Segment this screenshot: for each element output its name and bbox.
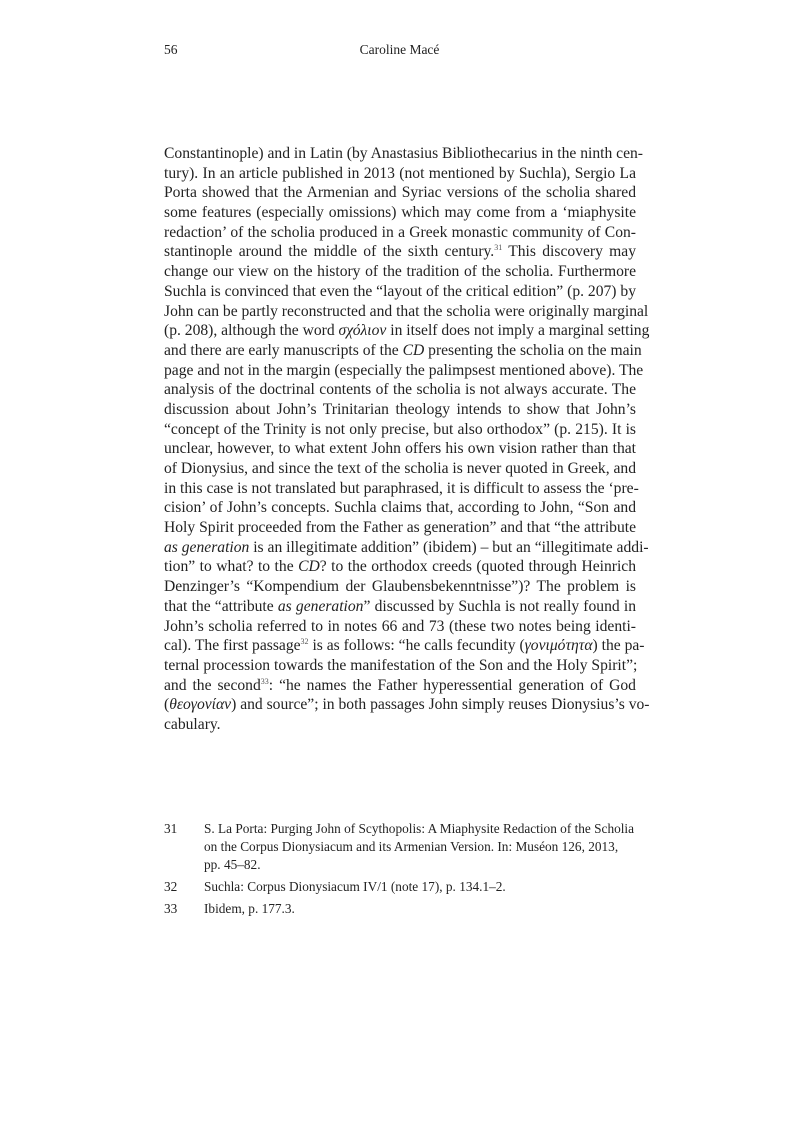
- text-line: [164, 282, 636, 302]
- text-line: [164, 617, 636, 637]
- text-run: page and not in the margin (especially the palimpsest mentioned above). The: [164, 361, 644, 379]
- footnote-text: Ibidem, p. 177.3.: [204, 901, 295, 916]
- text-run: Holy Spirit proceeded from the Father as generation” and that “the attribute: [164, 519, 636, 537]
- text-line: [164, 223, 636, 243]
- text-line: [164, 262, 636, 282]
- text-line: [164, 538, 649, 558]
- text-run: Constantinople) and in Latin (by Anastasius Bibliothecarius in the ninth cen-: [164, 145, 643, 162]
- text-line: [164, 557, 636, 577]
- text-run: ” discussed by Suchla is not really found in: [363, 597, 637, 615]
- text-run: change our view on the history of the tradition of the scholia. Furthermore: [164, 263, 636, 281]
- text-run: ) and source”; in both passages John simply reuses Dionysius’s vo-: [231, 696, 650, 714]
- text-line: [164, 498, 636, 518]
- text-run: tion” to what? to the: [164, 558, 299, 576]
- text-line: [164, 636, 645, 656]
- footnote-number: 33: [164, 901, 178, 916]
- footnote-number: 32: [164, 879, 178, 894]
- text-line: [164, 341, 642, 361]
- text-line: [164, 144, 643, 164]
- text-line: [164, 577, 636, 597]
- text-run: unclear, however, to what extent John offers his own vision rather than that: [164, 440, 636, 458]
- text-line: [164, 597, 636, 617]
- italic-text: σχόλιον: [338, 322, 387, 340]
- text-line: [164, 479, 639, 499]
- footnotes: [164, 820, 636, 922]
- text-run: cabulary.: [164, 715, 221, 733]
- text-run: stantinople around the middle of the sixth century.: [164, 243, 495, 261]
- text-line: [164, 420, 636, 440]
- text-run: John’s scholia referred to in notes 66 and 73 (these two notes being identi-: [164, 617, 636, 635]
- text-run: tury). In an article published in 2013 (not mentioned by Suchla), Sergio La: [164, 164, 636, 182]
- italic-text: CD: [298, 558, 320, 576]
- text-run: cision’ of John’s concepts. Suchla claims that, according to John, “Son and: [164, 499, 636, 517]
- text-run: redaction’ of the scholia produced in a Greek monastic community of Con-: [164, 223, 636, 241]
- text-run: ? to the orthodox creeds (quoted through Heinrich: [319, 558, 637, 576]
- text-run: ) the pa-: [592, 637, 645, 655]
- body-text: [164, 144, 650, 735]
- text-line: [164, 676, 636, 696]
- text-run: some features (especially omissions) which may come from a ‘miaphysite: [164, 204, 636, 222]
- text-line: [164, 656, 636, 676]
- text-line: [164, 380, 636, 400]
- text-line: [164, 302, 649, 322]
- text-line: [164, 695, 650, 715]
- footnote-text: S. La Porta: Purging John of Scythopolis: A Miaphysite Redaction of the Scholia on the Corpus Dionysiacum and its Armenian Version. In: Muséon 126, 2013, pp. 45–82.: [204, 821, 635, 872]
- italic-text: θεογονίαν: [169, 696, 232, 714]
- text-run: : “he names the Father hyperessential generation of God: [268, 676, 636, 694]
- text-line: [164, 459, 636, 479]
- text-run: in this case is not translated but paraphrased, it is difficult to assess the ‘pre-: [164, 479, 639, 497]
- text-line: [164, 203, 636, 223]
- text-line: [164, 715, 636, 735]
- footnote: [164, 820, 636, 874]
- footnote-ref: 32: [300, 637, 309, 647]
- text-run: Denzinger’s “Kompendium der Glaubensbekenntnisse”)? The problem is: [164, 578, 636, 596]
- italic-text: as generation: [164, 538, 250, 556]
- footnote-ref: 33: [260, 676, 269, 686]
- running-head: Caroline Macé: [359, 42, 440, 57]
- footnote-text: Suchla: Corpus Dionysiacum IV/1 (note 17), p. 134.1–2.: [204, 879, 506, 894]
- text-line: [164, 183, 636, 203]
- text-run: is an illegitimate addition” (ibidem) – but an “illegitimate addi-: [249, 538, 649, 556]
- text-run: (: [164, 696, 170, 714]
- footnote-number: 31: [164, 821, 178, 836]
- text-run: of Dionysius, and since the text of the scholia is never quoted in Greek, and: [164, 460, 637, 477]
- italic-text: CD: [402, 341, 425, 359]
- text-run: “concept of the Trinity is not only precise, but also orthodox” (p. 215). It is: [164, 420, 636, 438]
- text-run: ternal procession towards the manifestation of the Son and the Holy Spirit”;: [164, 656, 638, 674]
- text-run: is as follows: “he calls fecundity (: [308, 637, 525, 655]
- text-run: Porta showed that the Armenian and Syriac versions of the scholia shared: [164, 184, 636, 202]
- text-run: This discovery may: [502, 243, 637, 261]
- text-run: analysis of the doctrinal contents of the scholia is not always accurate. The: [164, 381, 636, 399]
- text-line: [164, 361, 644, 381]
- text-run: cal). The first passage: [164, 637, 301, 655]
- footnote: [164, 900, 636, 918]
- footnote-ref: 31: [494, 243, 503, 253]
- text-run: discussion about John’s Trinitarian theology intends to show that John’s: [164, 400, 636, 418]
- text-run: presenting the scholia on the main: [424, 341, 642, 359]
- text-run: that the “attribute: [164, 597, 278, 615]
- text-run: Suchla is convinced that even the “layout of the critical edition” (p. 207) by: [164, 282, 636, 300]
- text-run: and the second: [164, 676, 261, 694]
- page-number: 56: [164, 42, 178, 57]
- text-run: John can be partly reconstructed and that the scholia were originally marginal: [164, 302, 649, 320]
- text-line: [164, 439, 636, 459]
- text-line: [164, 164, 636, 184]
- footnote: [164, 878, 636, 896]
- text-run: (p. 208), although the word: [164, 322, 339, 340]
- text-line: [164, 400, 636, 420]
- text-line: [164, 321, 650, 341]
- text-line: [164, 518, 636, 538]
- text-run: in itself does not imply a marginal setting: [386, 322, 650, 340]
- italic-text: as generation: [277, 597, 364, 615]
- text-run: and there are early manuscripts of the: [164, 341, 403, 359]
- italic-text: γονιμότητα: [524, 637, 593, 655]
- text-line: [164, 242, 636, 262]
